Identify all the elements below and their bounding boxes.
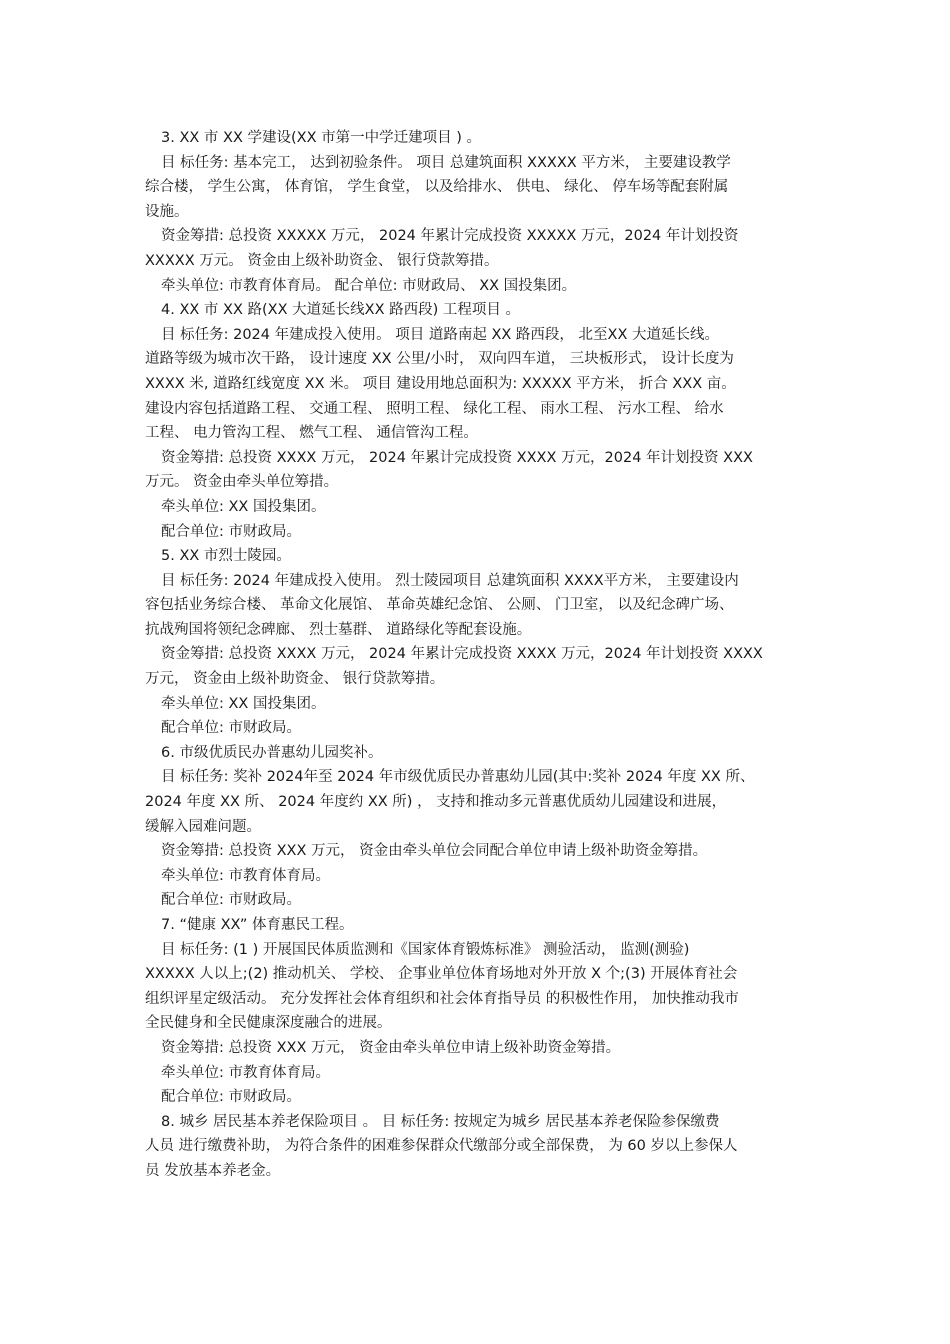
text-line: 5. XX 市烈士陵园。 xyxy=(161,548,291,565)
text-line: 目 标任务: 2024 年建成投入使用。 烈士陵园项目 总建筑面积 XXXX平方米， 主要建设内 xyxy=(161,572,739,589)
text-line: 资金筹措: 总投资 XXXXX 万元， 2024 年累计完成投资 XXXXX 万元，2024 年计划投资 xyxy=(161,228,739,245)
text-line: 组织评星定级活动。 充分发挥社会体育组织和社会体育指导员 的积极性作用， 加快推动我市 xyxy=(145,990,739,1007)
text-line: 缓解入园难问题。 xyxy=(145,818,261,835)
text-line: XXXXX 万元。 资金由上级补助资金、 银行贷款筹措。 xyxy=(145,252,499,269)
text-line: 3. XX 市 XX 学建设(XX 市第一中学迁建项目 ) 。 xyxy=(161,130,482,146)
text-line: 抗战殉国将领纪念碑廊、 烈士墓群、 道路绿化等配套设施。 xyxy=(145,621,532,638)
text-line: 配合单位: 市财政局。 xyxy=(161,892,301,909)
text-line: 牵头单位: 市教育体育局。 xyxy=(161,867,330,884)
text-line: 道路等级为城市次干路， 设计速度 XX 公里/小时， 双向四车道， 三块板形式， 设计长度为 xyxy=(145,351,734,368)
text-line: 设施。 xyxy=(145,203,189,220)
text-line: 6. 市级优质民办普惠幼儿园奖补。 xyxy=(161,744,383,761)
text-line: 牵头单位: XX 国投集团。 xyxy=(161,695,326,712)
text-line: 资金筹措: 总投资 XXXX 万元， 2024 年累计完成投资 XXXX 万元，2024 年计划投资 XXXX xyxy=(161,646,763,663)
text-line: 综合楼， 学生公寓， 体育馆， 学生食堂， 以及给排水、 供电、 绿化、 停车场等配套附属 xyxy=(145,179,729,196)
text-line: 牵头单位: 市教育体育局。 配合单位: 市财政局、 XX 国投集团。 xyxy=(161,277,577,294)
text-line: 工程、 电力管沟工程、 燃气工程、 通信管沟工程。 xyxy=(145,425,478,442)
text-line: 容包括业务综合楼、 革命文化展馆、 革命英雄纪念馆、 公厕、 门卫室， 以及纪念碑广场、 xyxy=(145,597,734,614)
text-line: 万元。 资金由牵头单位筹措。 xyxy=(145,474,339,491)
text-line: 万元， 资金由上级补助资金、 银行贷款筹措。 xyxy=(145,671,445,688)
text-line: 7. “健康 XX” 体育惠民工程。 xyxy=(161,917,354,933)
text-line: 配合单位: 市财政局。 xyxy=(161,720,301,737)
text-line: 牵头单位: XX 国投集团。 xyxy=(161,498,326,515)
text-line: 员 发放基本养老金。 xyxy=(145,1162,281,1179)
text-line: 配合单位: 市财政局。 xyxy=(161,1089,301,1106)
text-line: 牵头单位: 市教育体育局。 xyxy=(161,1064,330,1081)
text-line: 目 标任务: (1 ) 开展国民体质监测和《国家体育锻炼标准》 测验活动， 监测(测验) xyxy=(161,941,690,958)
text-line: XXXXX 人以上;(2) 推动机关、 学校、 企事业单位体育场地对外开放 X 个;(3) 开展体育社会 xyxy=(145,966,738,983)
text-line: 2024 年度 XX 所、 2024 年度约 XX 所) ， 支持和推动多元普惠优质幼儿园建设和进展， xyxy=(145,794,727,811)
text-line: XXXX 米, 道路红线宽度 XX 米。 项目 建设用地总面积为: XXXXX 平方米， 折合 XXX 亩。 xyxy=(145,375,736,392)
text-line: 目 标任务: 奖补 2024年至 2024 年市级优质民办普惠幼儿园(其中:奖补 2024 年度 XX 所、 xyxy=(161,769,755,786)
document-body xyxy=(145,126,813,1184)
text-line: 人员 进行缴费补助， 为符合条件的困难参保群众代缴部分或全部保费， 为 60 岁以上参保人 xyxy=(145,1138,738,1155)
text-line: 资金筹措: 总投资 XXX 万元， 资金由牵头单位会同配合单位申请上级补助资金筹措。 xyxy=(161,843,708,860)
text-line: 资金筹措: 总投资 XXX 万元， 资金由牵头单位申请上级补助资金筹措。 xyxy=(161,1039,621,1056)
text-line: 目 标任务: 基本完工， 达到初验条件。 项目 总建筑面积 XXXXX 平方米， 主要建设教学 xyxy=(161,154,731,171)
text-line: 目 标任务: 2024 年建成投入使用。 项目 道路南起 XX 路西段， 北至XX 大道延长线。 xyxy=(161,326,719,343)
text-line: 4. XX 市 XX 路(XX 大道延长线XX 路西段) 工程项目 。 xyxy=(161,302,520,319)
text-line: 资金筹措: 总投资 XXXX 万元， 2024 年累计完成投资 XXXX 万元，2024 年计划投资 XXX xyxy=(161,449,753,466)
text-line: 全民健身和全民健康深度融合的进展。 xyxy=(145,1015,392,1032)
text-line: 建设内容包括道路工程、 交通工程、 照明工程、 绿化工程、 雨水工程、 污水工程、 给水 xyxy=(145,400,724,417)
text-line: 配合单位: 市财政局。 xyxy=(161,523,301,540)
text-line: 8. 城乡 居民基本养老保险项目 。 目 标任务: 按规定为城乡 居民基本养老保险参保缴费 xyxy=(161,1113,720,1130)
